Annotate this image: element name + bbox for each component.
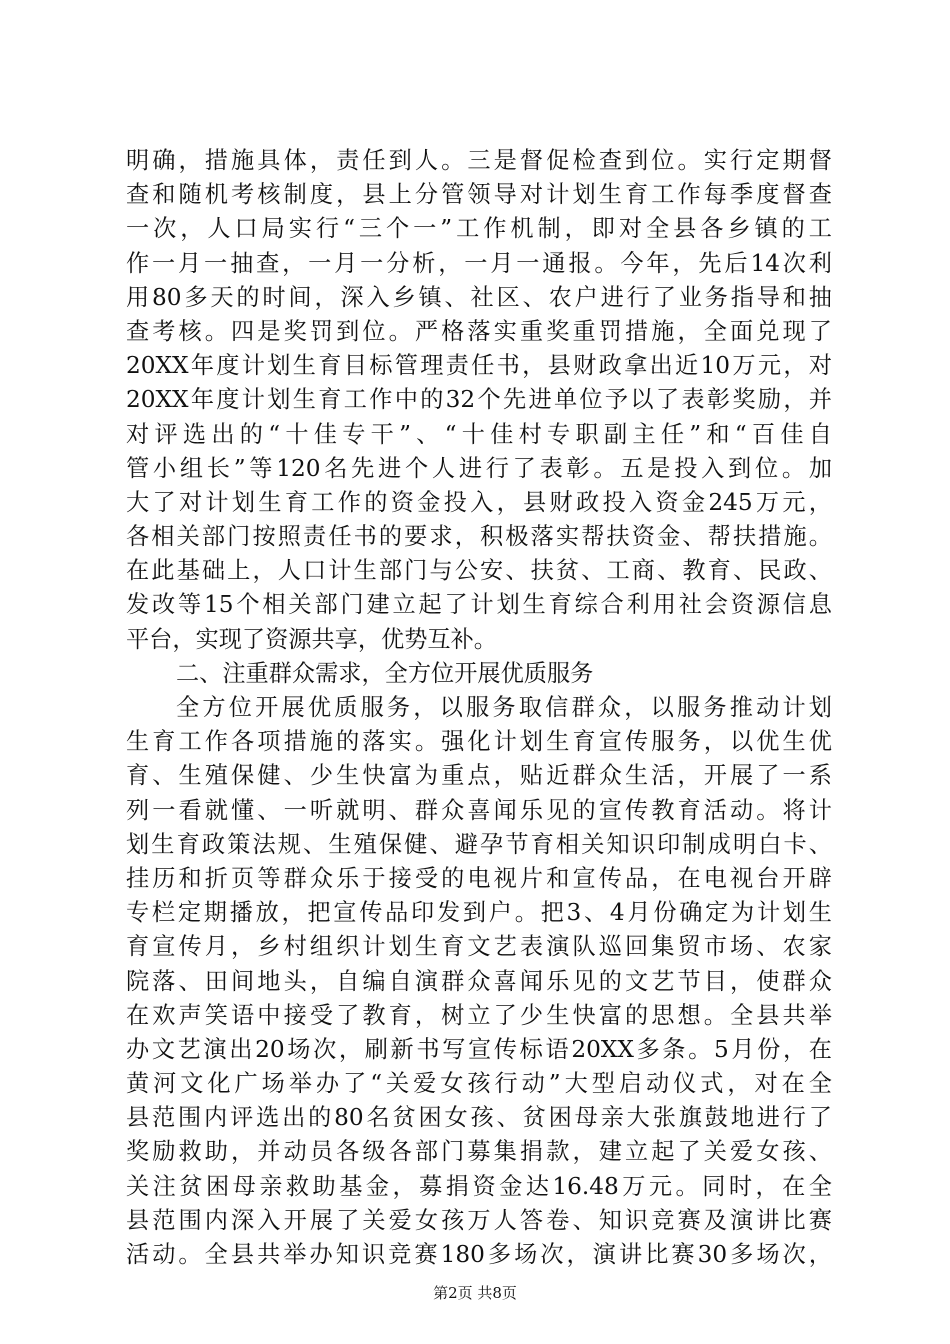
text-line: 县范围内评选出的80名贫困女孩、贫困母亲大张旗鼓地进行了: [126, 1104, 832, 1132]
text-line: 在此基础上，人口计生部门与公安、扶贫、工商、教育、民政、: [126, 557, 832, 585]
text-line: 查和随机考核制度，县上分管领导对计划生育工作每季度督查: [126, 181, 832, 209]
text-line: 用80多天的时间，深入乡镇、社区、农户进行了业务指导和抽: [126, 283, 832, 311]
text-line: 办文艺演出20场次，刷新书写宣传标语20XX多条。5月份，在: [126, 1035, 832, 1063]
text-line: 县范围内深入开展了关爱女孩万人答卷、知识竞赛及演讲比赛: [126, 1206, 832, 1234]
text-line: 挂历和折页等群众乐于接受的电视片和宣传品，在电视台开辟: [126, 864, 832, 892]
text-line: 平台，实现了资源共享，优势互补。: [126, 625, 497, 653]
text-line: 作一月一抽查，一月一分析，一月一通报。今年，先后14次利: [126, 249, 832, 277]
text-line: 院落、田间地头，自编自演群众喜闻乐见的文艺节目，使群众: [126, 967, 832, 995]
text-line: 发改等15个相关部门建立起了计划生育综合利用社会资源信息: [126, 591, 832, 619]
text-line: 生育工作各项措施的落实。强化计划生育宣传服务，以优生优: [126, 728, 832, 756]
text-line: 各相关部门按照责任书的要求，积极落实帮扶资金、帮扶措施。: [126, 523, 832, 551]
text-line: 育宣传月，乡村组织计划生育文艺表演队巡回集贸市场、农家: [126, 933, 832, 961]
text-line: 查考核。四是奖罚到位。严格落实重奖重罚措施，全面兑现了: [126, 317, 832, 345]
text-line: 育、生殖保健、少生快富为重点，贴近群众生活，开展了一系: [126, 762, 832, 790]
text-line: 列一看就懂、一听就明、群众喜闻乐见的宣传教育活动。将计: [126, 796, 832, 824]
text-line: 划生育政策法规、生殖保健、避孕节育相关知识印制成明白卡、: [126, 830, 832, 858]
section-heading: 二、注重群众需求，全方位开展优质服务: [176, 659, 594, 687]
text-line: 一次，人口局实行“三个一”工作机制，即对全县各乡镇的工: [126, 215, 832, 243]
text-line: 20XX年度计划生育目标管理责任书，县财政拿出近10万元，对: [126, 352, 832, 380]
text-line: 大了对计划生育工作的资金投入，县财政投入资金245万元，: [126, 488, 832, 516]
text-line: 管小组长”等120名先进个人进行了表彰。五是投入到位。加: [126, 454, 832, 482]
page-footer: 第2页 共8页: [433, 1284, 517, 1302]
text-line: 奖励救助，并动员各级各部门募集捐款，建立起了关爱女孩、: [126, 1138, 832, 1166]
text-line: 黄河文化广场举办了“关爱女孩行动”大型启动仪式，对在全: [126, 1070, 832, 1098]
text-line: 专栏定期播放，把宣传品印发到户。把3、4月份确定为计划生: [126, 899, 832, 927]
text-line: 20XX年度计划生育工作中的32个先进单位予以了表彰奖励，并: [126, 386, 832, 414]
text-line: 关注贫困母亲救助基金，募捐资金达16.48万元。同时，在全: [126, 1172, 832, 1200]
text-line: 对评选出的“十佳专干”、“十佳村专职副主任”和“百佳自: [126, 420, 832, 448]
body-text: [126, 144, 832, 1272]
text-line: 全方位开展优质服务，以服务取信群众，以服务推动计划: [176, 694, 832, 721]
text-line: 活动。全县共举办知识竞赛180多场次，演讲比赛30多场次，: [126, 1241, 832, 1268]
text-line: 明确，措施具体，责任到人。三是督促检查到位。实行定期督: [126, 147, 832, 174]
text-line: 在欢声笑语中接受了教育，树立了少生快富的思想。全县共举: [126, 1001, 832, 1029]
